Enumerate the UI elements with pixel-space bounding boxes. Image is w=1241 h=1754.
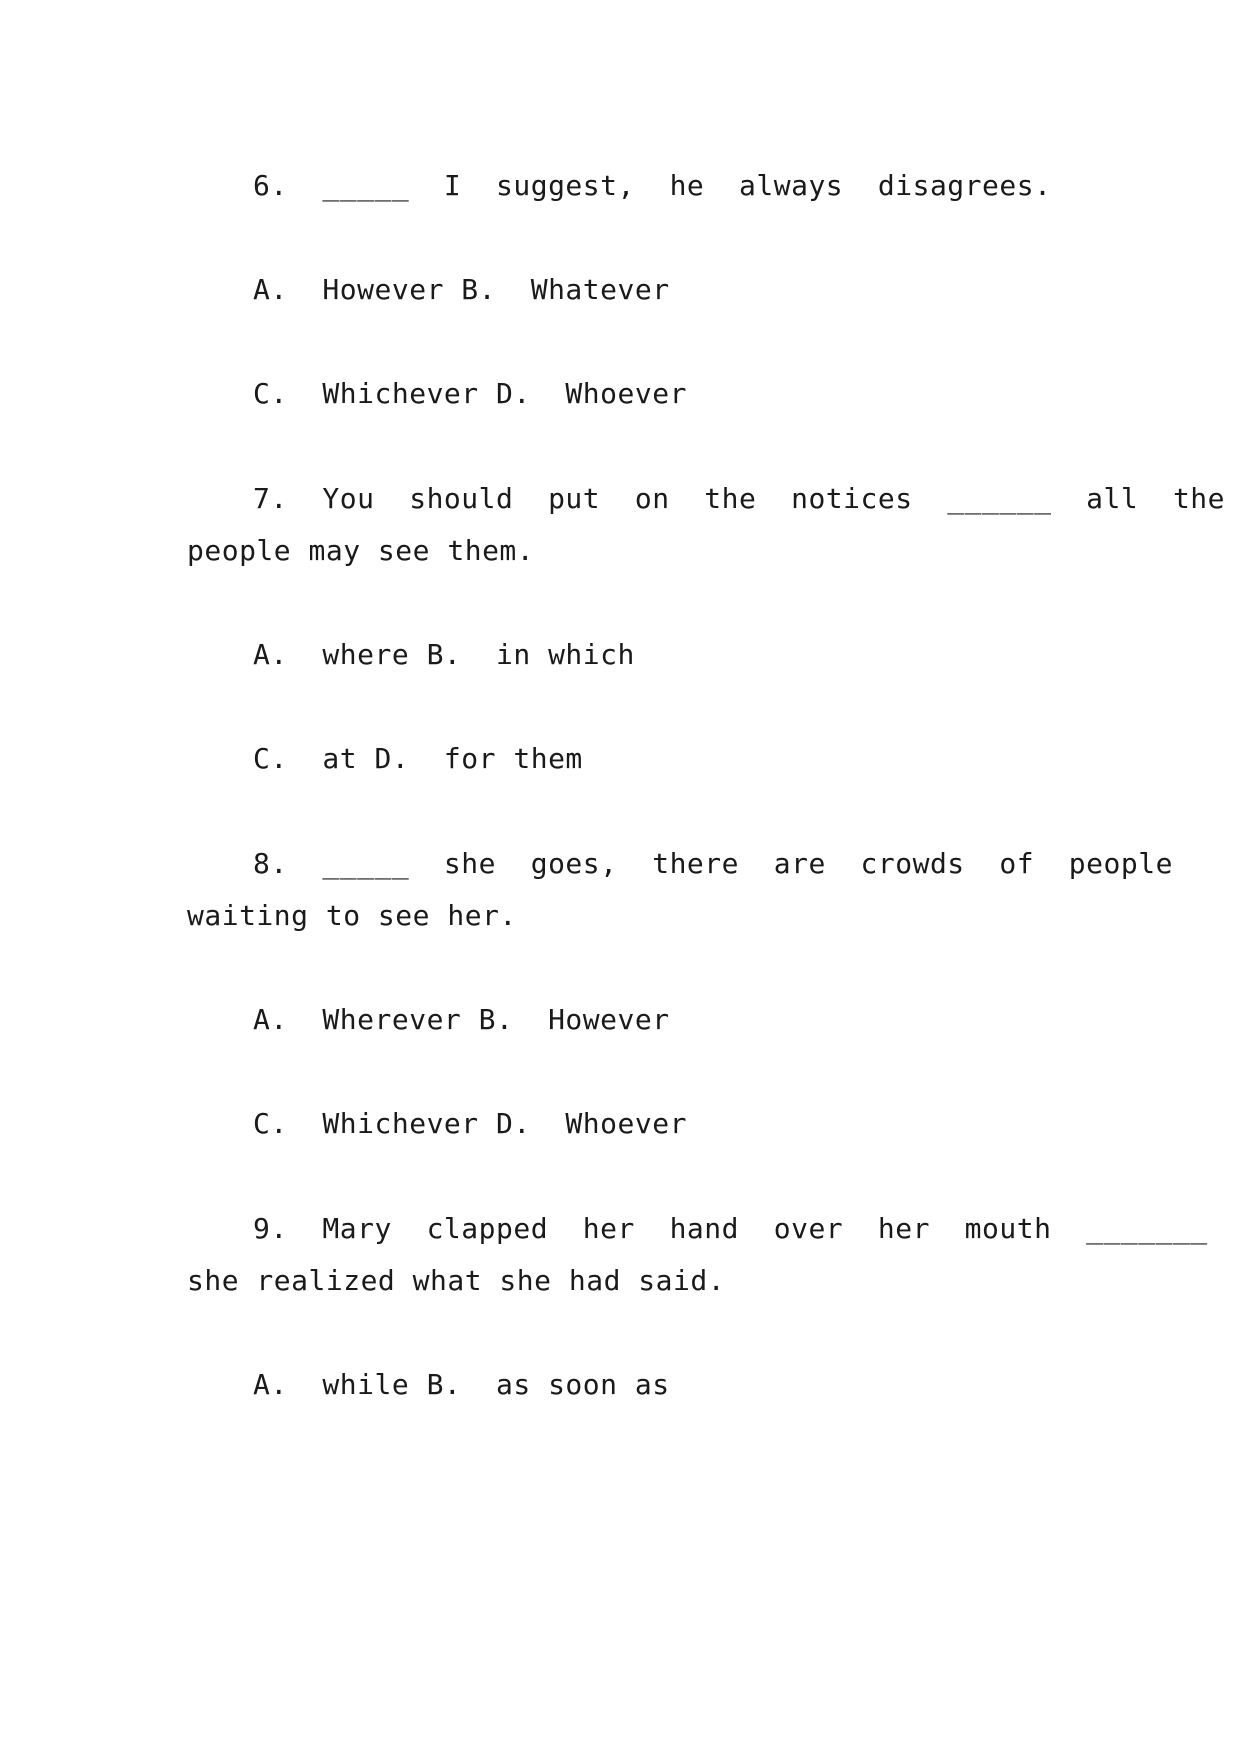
question-9-options-ab: A. while B. as soon as — [253, 1368, 670, 1401]
question-8-stem: 8. _____ she goes, there are crowds of people — [253, 847, 1173, 880]
question-7-options-ab: A. where B. in which — [253, 638, 635, 671]
question-7-stem-continued: people may see them. — [187, 534, 535, 567]
question-9-stem: 9. Mary clapped her hand over her mouth _______ — [253, 1212, 1208, 1245]
question-6-options-cd: C. Whichever D. Whoever — [253, 377, 687, 410]
question-9-stem-continued: she realized what she had said. — [187, 1264, 726, 1297]
question-6-stem: 6. _____ I suggest, he always disagrees. — [253, 169, 1052, 202]
question-8-stem-continued: waiting to see her. — [187, 899, 517, 932]
question-6-options-ab: A. However B. Whatever — [253, 273, 670, 306]
question-7-stem: 7. You should put on the notices ______ all the — [253, 482, 1226, 515]
question-8-options-cd: C. Whichever D. Whoever — [253, 1107, 687, 1140]
question-7-options-cd: C. at D. for them — [253, 742, 583, 775]
question-8-options-ab: A. Wherever B. However — [253, 1003, 670, 1036]
